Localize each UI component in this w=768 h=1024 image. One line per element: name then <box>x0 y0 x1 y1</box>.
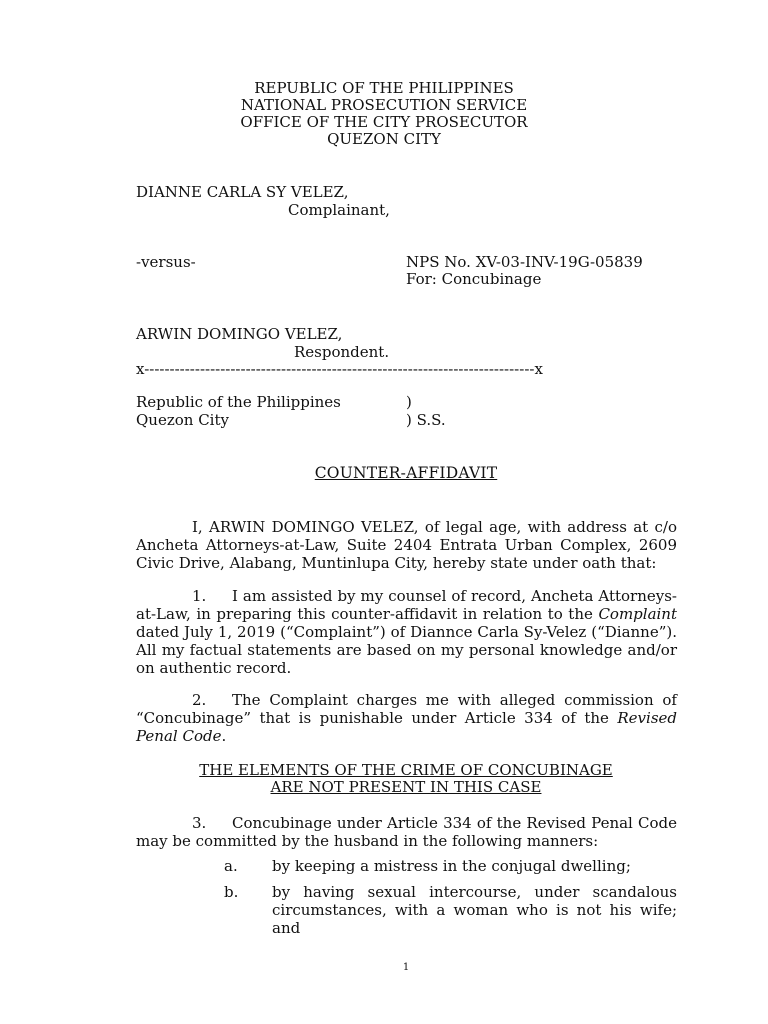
section-heading <box>0 762 768 796</box>
respondent-name: ARWIN DOMINGO VELEZ, <box>136 325 343 343</box>
document-title: COUNTER-AFFIDAVIT <box>314 464 498 482</box>
venue-country: Republic of the Philippines <box>136 393 341 411</box>
section-heading-line-2: ARE NOT PRESENT IN THIS CASE <box>270 778 542 796</box>
paragraph-text: I am assisted by my counsel of record, Ancheta Attorneys-at-Law, in preparing this counter-affidavit in relation to the Complaint dated July 1, 2019 (“Complaint”) of Diannce Carla Sy-Velez (“Dianne”). All my factual statements are based on my personal knowledge and/or on authentic record. <box>136 587 677 677</box>
document-header <box>0 80 768 148</box>
paragraph-1 <box>136 587 677 677</box>
versus-label: -versus- <box>136 253 196 271</box>
list-marker: a. <box>224 857 238 875</box>
paragraph-number: 3. <box>192 814 207 832</box>
header-line-office: OFFICE OF THE CITY PROSECUTOR <box>240 113 528 131</box>
intro-text: I, ARWIN DOMINGO VELEZ, of legal age, with address at c/o Ancheta Attorneys-at-Law, Suite 2404 Entrata Urban Complex, 2609 Civic Drive, Alabang, Muntinlupa City, hereby state under oath that: <box>136 518 677 572</box>
venue-bracket-1: ) <box>406 393 412 411</box>
paragraph-number: 2. <box>192 691 207 709</box>
caption-divider: x-----------------------------------------------------------------------------x <box>136 360 543 378</box>
paragraph-text: The Complaint charges me with alleged commission of “Concubinage” that is punishable under Article 334 of the Revised Penal Code. <box>136 691 677 745</box>
header-line-nps: NATIONAL PROSECUTION SERVICE <box>240 96 528 114</box>
page-number: 1 <box>402 962 410 973</box>
list-text: by having sexual intercourse, under scandalous circumstances, with a woman who is not his wife; and <box>272 883 677 937</box>
case-number: NPS No. XV-03-INV-19G-05839 <box>406 253 643 271</box>
paragraph-3 <box>136 814 677 850</box>
respondent-role: Respondent. <box>294 343 390 361</box>
complainant-name: DIANNE CARLA SY VELEZ, <box>136 183 349 201</box>
header-line-city: QUEZON CITY <box>327 130 441 148</box>
venue-city: Quezon City <box>136 411 229 429</box>
case-charge: For: Concubinage <box>406 270 542 288</box>
paragraph-2 <box>136 691 677 745</box>
list-marker: b. <box>224 883 239 901</box>
list-text: by keeping a mistress in the conjugal dwelling; <box>272 857 631 875</box>
venue-ss: ) S.S. <box>406 411 446 429</box>
intro-paragraph <box>136 518 677 572</box>
header-line-republic: REPUBLIC OF THE PHILIPPINES <box>254 79 514 97</box>
section-heading-line-1: THE ELEMENTS OF THE CRIME OF CONCUBINAGE <box>199 761 613 779</box>
complainant-role: Complainant, <box>288 201 390 219</box>
list-item-b <box>224 883 677 937</box>
paragraph-number: 1. <box>192 587 207 605</box>
paragraph-text: Concubinage under Article 334 of the Revised Penal Code may be committed by the husband in the following manners: <box>136 814 677 850</box>
list-item-a <box>224 857 677 875</box>
